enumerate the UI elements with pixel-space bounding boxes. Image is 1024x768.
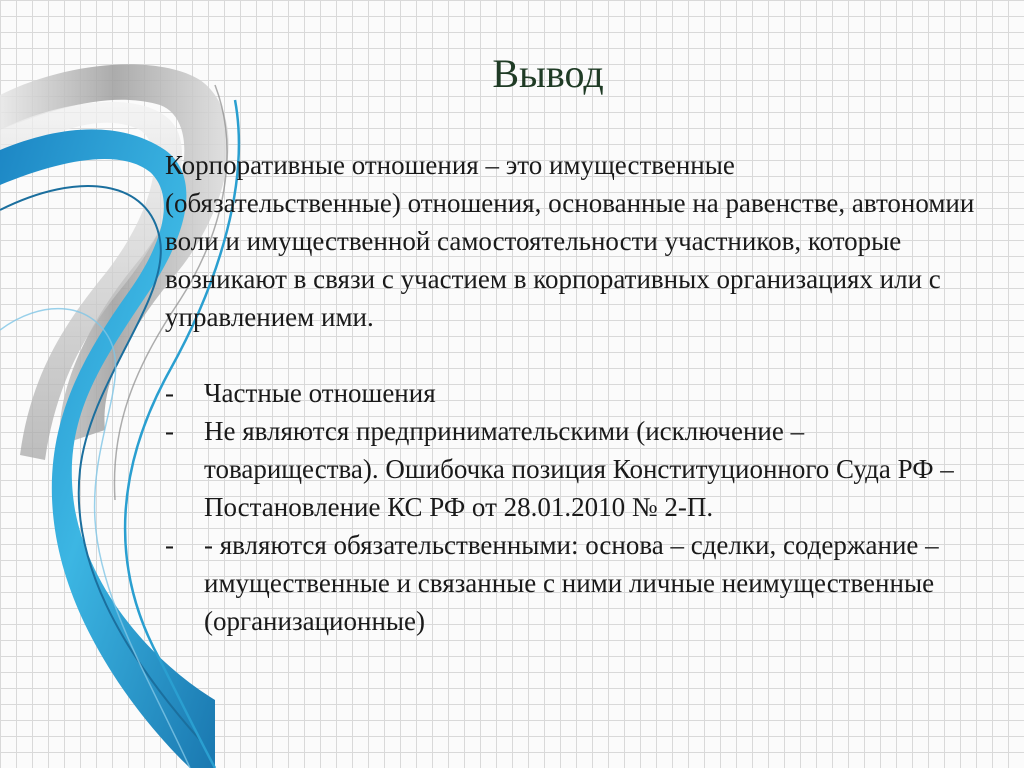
bullet-text: - являются обязательственными: основа – сделки, содержание – имущественные и связанные с ними личные неимущественные (организационные) — [204, 530, 939, 636]
slide-body — [165, 146, 975, 640]
bullet-dash: - — [165, 416, 174, 446]
bullet-text: Не являются предпринимательскими (исключение – товарищества). Ошибочка позиция Конституционного Суда РФ – Постановление КС РФ от 28.01.2010 № 2-П. — [204, 416, 954, 522]
bullet-text: Частные отношения — [204, 378, 436, 408]
bullet-list — [165, 374, 975, 640]
bullet-item-not-entrepreneurial — [165, 412, 975, 526]
slide-title: Вывод — [492, 51, 604, 96]
definition-paragraph: Корпоративные отношения – это имущественные (обязательственные) отношения, основанные на равенстве, автономии воли и имущественной самостоятельности участников, которые возникают в связи с участием в корпоративных организациях или с управлением ими. — [165, 150, 975, 332]
bullet-dash: - — [165, 378, 174, 408]
bullet-item-private — [165, 374, 975, 412]
bullet-dash: - — [165, 530, 174, 560]
bullet-item-obligational — [165, 526, 975, 640]
